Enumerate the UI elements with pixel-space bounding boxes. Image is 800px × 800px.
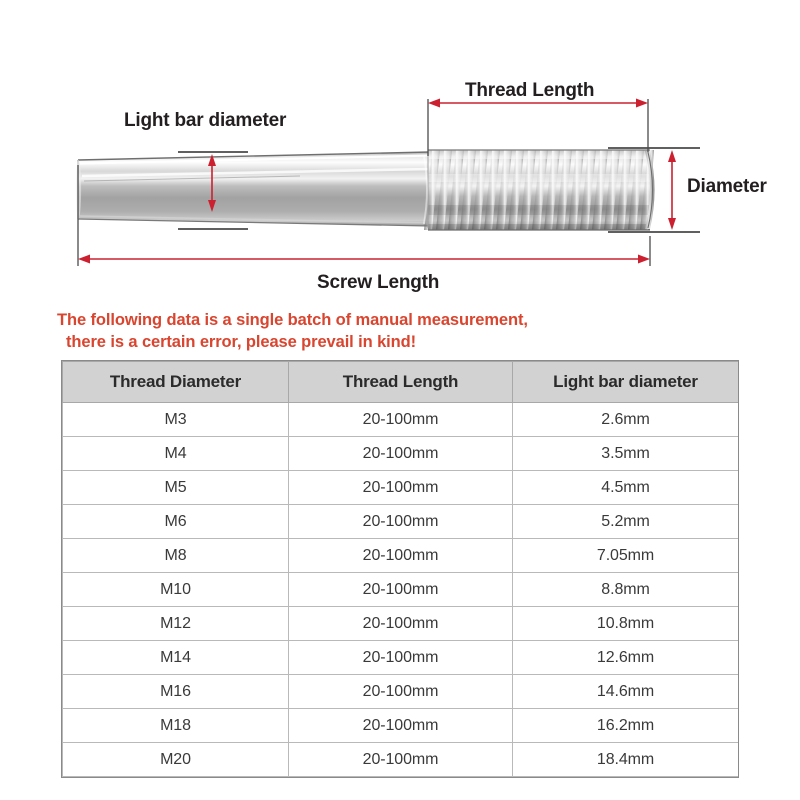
table-row bbox=[63, 539, 739, 573]
cell-thread-diameter: M16 bbox=[63, 675, 289, 709]
cell-thread-length: 20-100mm bbox=[289, 437, 513, 471]
table-row bbox=[63, 403, 739, 437]
label-light-bar-diameter: Light bar diameter bbox=[124, 110, 287, 131]
screw-shank bbox=[76, 152, 430, 226]
table-row bbox=[63, 437, 739, 471]
disclaimer-line-2: there is a certain error, please prevail in kind! bbox=[66, 333, 417, 351]
screw-dimension-diagram bbox=[0, 0, 800, 300]
cell-light-bar-diameter: 14.6mm bbox=[513, 675, 739, 709]
specification-table-container bbox=[62, 361, 738, 777]
cell-thread-length: 20-100mm bbox=[289, 607, 513, 641]
cell-light-bar-diameter: 2.6mm bbox=[513, 403, 739, 437]
cell-light-bar-diameter: 12.6mm bbox=[513, 641, 739, 675]
label-thread-length: Thread Length bbox=[465, 80, 595, 101]
cell-light-bar-diameter: 18.4mm bbox=[513, 743, 739, 777]
measurement-disclaimer bbox=[57, 309, 697, 353]
cell-thread-length: 20-100mm bbox=[289, 403, 513, 437]
cell-thread-diameter: M10 bbox=[63, 573, 289, 607]
cell-thread-length: 20-100mm bbox=[289, 709, 513, 743]
table-body bbox=[63, 403, 739, 777]
table-header-row bbox=[63, 362, 739, 403]
cell-light-bar-diameter: 8.8mm bbox=[513, 573, 739, 607]
cell-thread-diameter: M4 bbox=[63, 437, 289, 471]
cell-thread-length: 20-100mm bbox=[289, 743, 513, 777]
cell-light-bar-diameter: 5.2mm bbox=[513, 505, 739, 539]
cell-light-bar-diameter: 4.5mm bbox=[513, 471, 739, 505]
cell-thread-diameter: M8 bbox=[63, 539, 289, 573]
cell-light-bar-diameter: 10.8mm bbox=[513, 607, 739, 641]
screw-illustration bbox=[0, 0, 800, 300]
table-row bbox=[63, 505, 739, 539]
column-header-thread-length: Thread Length bbox=[289, 362, 513, 403]
table-row bbox=[63, 471, 739, 505]
cell-thread-diameter: M12 bbox=[63, 607, 289, 641]
cell-thread-length: 20-100mm bbox=[289, 539, 513, 573]
cell-thread-length: 20-100mm bbox=[289, 573, 513, 607]
cell-thread-length: 20-100mm bbox=[289, 641, 513, 675]
cell-thread-length: 20-100mm bbox=[289, 505, 513, 539]
table-row bbox=[63, 641, 739, 675]
label-screw-length: Screw Length bbox=[317, 272, 440, 293]
cell-light-bar-diameter: 3.5mm bbox=[513, 437, 739, 471]
disclaimer-line-1: The following data is a single batch of manual measurement, bbox=[57, 311, 528, 329]
cell-thread-length: 20-100mm bbox=[289, 675, 513, 709]
screw-threads bbox=[424, 150, 655, 230]
table-row bbox=[63, 573, 739, 607]
cell-thread-length: 20-100mm bbox=[289, 471, 513, 505]
table-row bbox=[63, 607, 739, 641]
cell-thread-diameter: M5 bbox=[63, 471, 289, 505]
column-header-thread-diameter: Thread Diameter bbox=[63, 362, 289, 403]
cell-light-bar-diameter: 7.05mm bbox=[513, 539, 739, 573]
table-row bbox=[63, 743, 739, 777]
cell-thread-diameter: M20 bbox=[63, 743, 289, 777]
label-diameter: Diameter bbox=[687, 176, 767, 197]
cell-thread-diameter: M14 bbox=[63, 641, 289, 675]
cell-thread-diameter: M6 bbox=[63, 505, 289, 539]
specification-table bbox=[62, 361, 739, 777]
column-header-light-bar-diameter: Light bar diameter bbox=[513, 362, 739, 403]
cell-light-bar-diameter: 16.2mm bbox=[513, 709, 739, 743]
cell-thread-diameter: M3 bbox=[63, 403, 289, 437]
cell-thread-diameter: M18 bbox=[63, 709, 289, 743]
table-row bbox=[63, 709, 739, 743]
table-row bbox=[63, 675, 739, 709]
